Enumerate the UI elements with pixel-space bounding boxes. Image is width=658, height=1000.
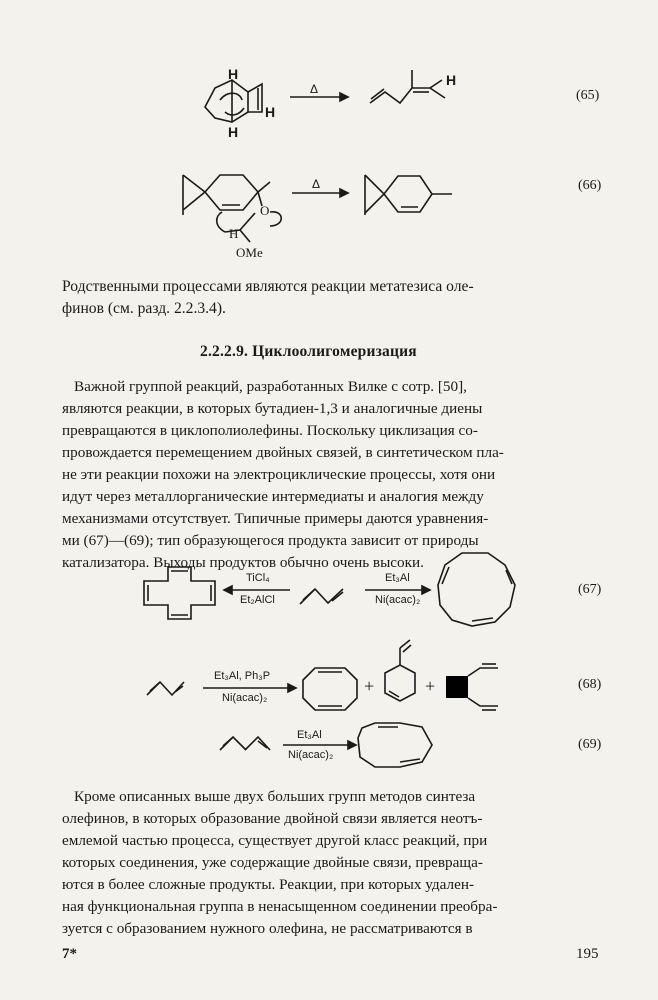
signature-mark: 7* xyxy=(62,946,77,962)
text-line: катализатора. Выходы продуктов обычно очень высоки. xyxy=(62,554,424,571)
eq69-number: (69) xyxy=(578,737,602,752)
eq66-arrow-label: Δ xyxy=(312,177,321,191)
section-heading: 2.2.2.9. Циклоолигомеризация xyxy=(200,343,417,360)
eq65-atom-h-top: H xyxy=(228,66,239,82)
eq66-number: (66) xyxy=(578,178,602,193)
text-line: Важной группой реакций, разработанных Вилке с сотр. [50], xyxy=(74,378,467,395)
eq65-arrow-label: Δ xyxy=(310,82,319,96)
text-line: Родственными процессами являются реакции метатезиса оле- xyxy=(62,278,474,295)
text-line: зуется с образованием нужного олефина, не рассматриваются в xyxy=(62,920,473,937)
eq66-product-structure xyxy=(365,175,452,215)
eq65-product-atom-h: H xyxy=(446,72,457,88)
paragraph-cyclooligomerization xyxy=(62,376,602,574)
eq68-plus-2: + xyxy=(425,676,436,696)
paragraph-metathesis xyxy=(62,276,602,320)
text-line: не эти реакции похожи на электроциклические процессы, хотя они xyxy=(62,466,496,483)
eq68-cyclooctadiene xyxy=(303,668,357,710)
eq67-left-arrow xyxy=(224,586,290,594)
text-line: идут через металлорганические интермедиаты и аналогия между xyxy=(62,488,484,505)
text-line: ются в более сложные продукты. Реакции, при которых удален- xyxy=(62,876,475,893)
eq68-reagent-top: Et₃Al, Ph₃P xyxy=(214,670,271,682)
text-line: которых соединения, уже содержащие двойные связи, превраща- xyxy=(62,854,483,871)
eq65-product-structure xyxy=(370,70,445,103)
eq68-number: (68) xyxy=(578,677,602,692)
eq66-atom-ome: OMe xyxy=(236,245,263,260)
eq67-right-arrow xyxy=(365,586,430,594)
eq68-arrow xyxy=(203,684,296,692)
text-line: ми (67)—(69); тип образующегося продукта зависит от природы xyxy=(62,532,479,549)
eq69-butadiene-pair xyxy=(220,737,270,750)
eq65-atom-h-bottom: H xyxy=(228,124,239,140)
eq67-left-reagent-top: TiCl₄ xyxy=(246,572,270,584)
text-line: являются реакции, в которых бутадиен-1,3 и аналогичные диены xyxy=(62,400,483,417)
eq66-atom-h: H xyxy=(229,226,239,241)
eq68-divinylcyclobutane xyxy=(446,664,498,710)
eq65-reactant-structure xyxy=(205,80,262,122)
eq68-plus-1: + xyxy=(364,676,375,696)
text-line: Кроме описанных выше двух больших групп методов синтеза xyxy=(74,788,476,805)
text-line: провождается перемещением двойных связей, в синтетическом пла- xyxy=(62,444,504,461)
text-line: финов (см. разд. 2.2.3.4). xyxy=(62,300,226,317)
text-line: емлемой частью процесса, существует другой класс реакций, при xyxy=(62,832,488,849)
eq65-atom-h-right: H xyxy=(265,104,276,120)
eq65-arrow xyxy=(290,93,348,101)
eq65-number: (65) xyxy=(576,88,600,103)
eq69-arrow xyxy=(283,741,356,749)
text-line: ная функциональная группа в ненасыщенном соединении преобра- xyxy=(62,898,498,915)
text-line: олефинов, в которых образование двойной связи является неотъ- xyxy=(62,810,483,827)
eq68-butadiene xyxy=(147,682,184,695)
eq66-atom-o: O xyxy=(260,203,270,218)
text-line: превращаются в циклополиолефины. Поскольку циклизация со- xyxy=(62,422,478,439)
eq67-cross-product-structure xyxy=(144,567,215,619)
eq67-right-reagent-bottom: Ni(acac)₂ xyxy=(375,594,421,606)
eq68-vinylcyclohexene xyxy=(385,640,415,701)
eq67-left-reagent-bottom: Et₂AlCl xyxy=(240,594,275,606)
eq67-number: (67) xyxy=(578,582,602,597)
text-line: механизмами отсутствует. Типичные примеры даются уравнения- xyxy=(62,510,489,527)
paragraph-other-methods xyxy=(62,786,602,940)
eq69-reagent-top: Et₃Al xyxy=(297,729,322,741)
eq69-cyclodecadiene xyxy=(358,723,432,767)
eq68-reagent-bottom: Ni(acac)₂ xyxy=(222,692,268,704)
eq67-butadiene xyxy=(300,589,343,604)
page-number: 195 xyxy=(576,946,599,962)
eq69-reagent-bottom: Ni(acac)₂ xyxy=(288,749,334,761)
eq67-right-reagent-top: Et₃Al xyxy=(385,572,410,584)
